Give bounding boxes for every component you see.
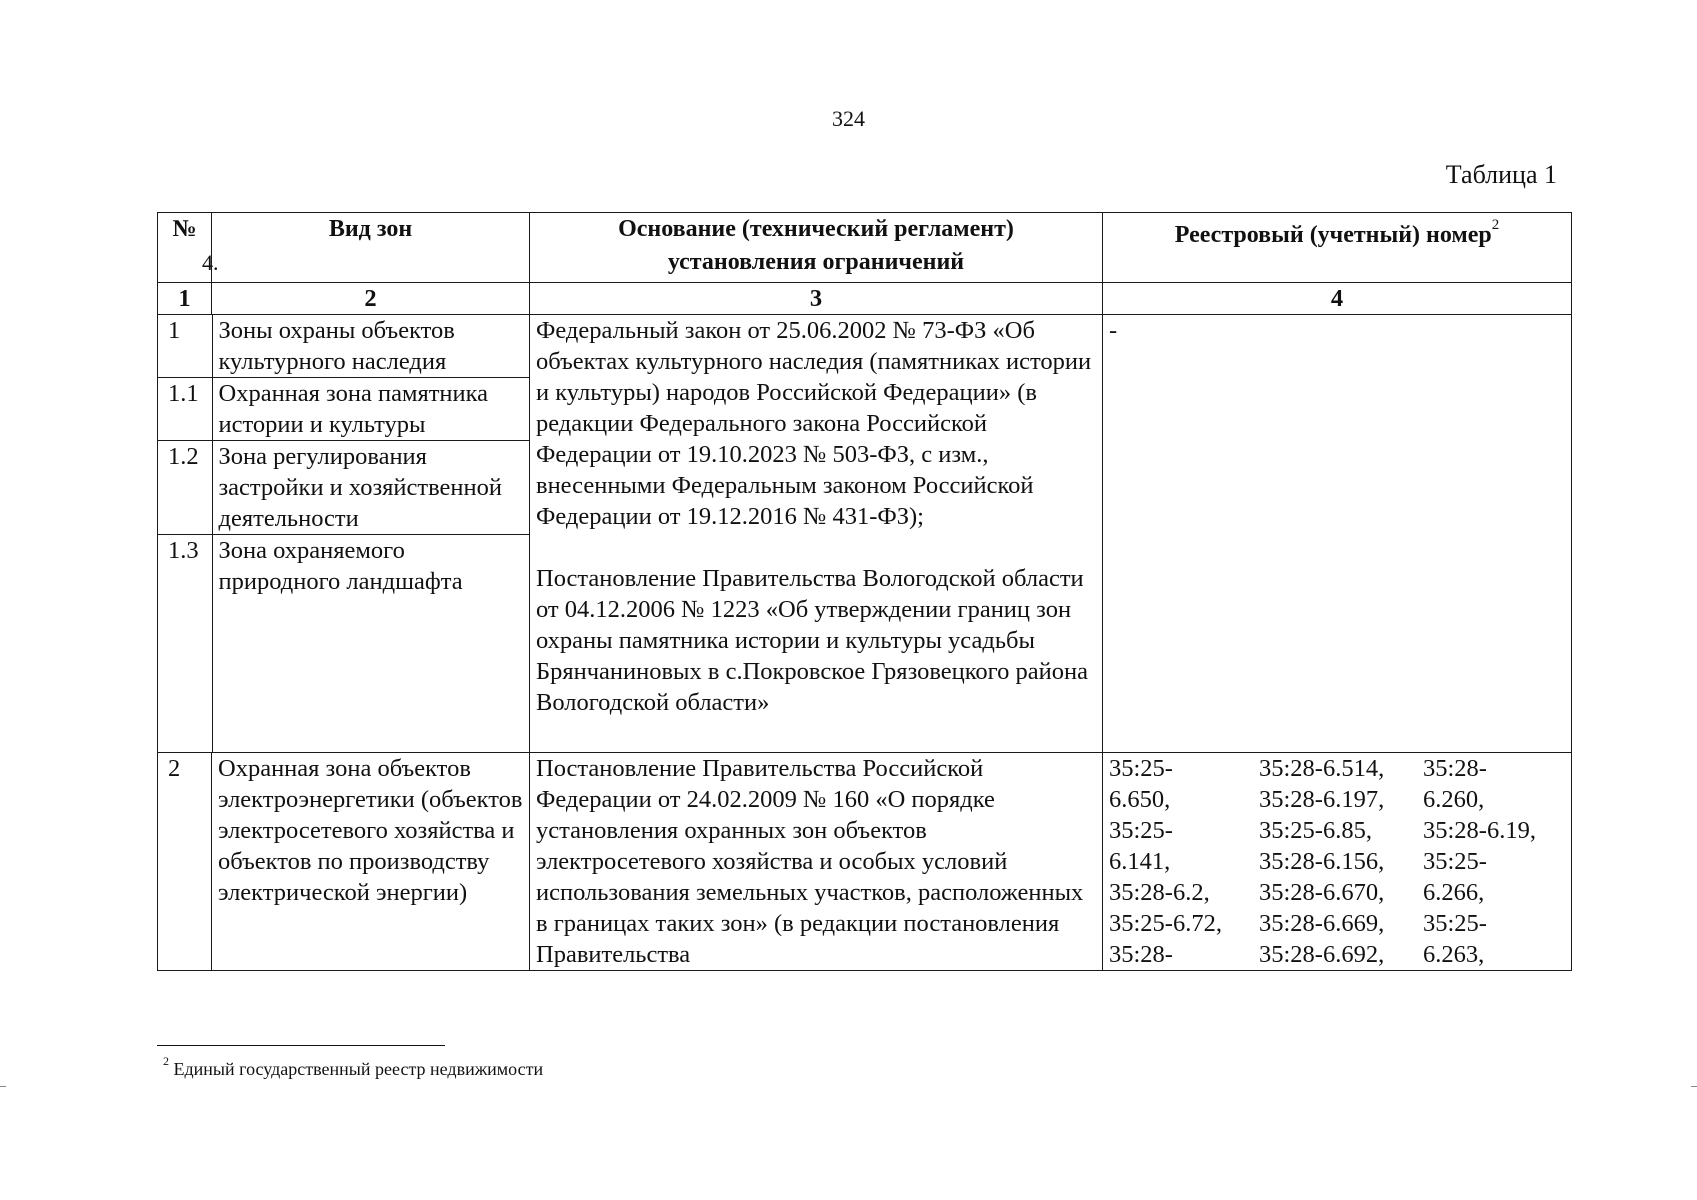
registry-number: 35:28-6.692, [1259,941,1385,968]
zone-number: 1.1 [168,380,199,407]
table-caption: Таблица 1 [1445,160,1557,189]
registry-number: 35:28-6.156, [1259,848,1385,875]
footnote [163,1054,544,1080]
registry-numbers [1109,753,1565,970]
page-number: 324 [832,106,865,131]
registry-number: 6.263, [1423,941,1485,968]
zone-row [158,441,529,535]
column-number: 1 [158,283,212,315]
header-number-label: № [172,216,197,242]
table-row-power-grid [158,753,1572,971]
registry-number: 35:28-6.670, [1259,879,1385,906]
header-registry-label: Реестровый (учетный) номер [1174,222,1492,248]
registry-number: 35:28-6.669, [1259,910,1385,937]
registry-cell [1103,753,1572,971]
zone-name: Охранная зона памятника истории и культуры [212,378,529,441]
footnote-text: Единый государственный реестр недвижимости [173,1059,544,1079]
column-number: 3 [530,283,1103,315]
basis-cell [530,315,1103,753]
table-row-cultural-heritage [158,315,1572,753]
registry-column [1259,753,1423,970]
zone-row [158,315,529,378]
registry-number: 35:25- [1423,848,1487,875]
header-basis: Основание (технический регламент) установления ограничений [530,213,1103,283]
column-number: 2 [212,283,530,315]
zone-name: Охранная зона объектов электроэнергетики (объектов электросетевого хозяйства и объектов по производству электрической энергии) [212,753,530,971]
zones-cell [158,315,530,753]
zone-number: 1.2 [168,443,199,470]
column-number: 4 [1103,283,1572,315]
registry-number: 6.260, [1423,786,1485,813]
zone-name: Зоны охраны объектов культурного наследия [212,315,529,378]
registry-number: 35:25- [1109,817,1173,844]
basis-cell: Постановление Правительства Российской Федерации от 24.02.2009 № 160 «О порядке установления охранных зон объектов электросетевого хозяйства и особых условий использования земельных участков, расположенных в границах таких зон» (в редакции постановления Правительства [530,753,1103,971]
registry-number: 6.141, [1109,848,1171,875]
footnote-ref: 2 [1491,217,1500,233]
registry-number: 35:28-6.197, [1259,786,1385,813]
header-registry-number [1103,213,1572,283]
footnote-divider [157,1045,445,1046]
zones-subtable [158,315,529,752]
registry-number: 35:28-6.2, [1109,879,1210,906]
registry-number: 35:25-6.72, [1109,910,1222,937]
zone-name: Зона регулирования застройки и хозяйственной деятельности [212,441,529,535]
registry-column [1423,753,1565,970]
zones-table [157,212,1572,971]
edge-mark-left [0,1086,6,1087]
registry-column [1109,753,1259,970]
registry-number: 35:25-6.85, [1259,817,1372,844]
table-header-row [158,213,1572,283]
zone-row [158,378,529,441]
registry-number: 35:28-6.19, [1423,817,1536,844]
row-number: 2 [158,753,212,971]
zone-name: Зона охраняемого природного ландшафта [212,535,529,753]
footnote-mark: 2 [163,1054,169,1068]
basis-paragraph: Федеральный закон от 25.06.2002 № 73-ФЗ «Об объектах культурного наследия (памятниках истории и культуры) народов Российской Федерации» (в редакции Федерального закона Российской Федерации от 19.10.2023 № 503-ФЗ, с изм., внесенными Федеральным законом Российской Федерации от 19.12.2016 № 431-ФЗ); [536,317,1092,530]
zone-row [158,535,529,753]
basis-paragraph: Постановление Правительства Вологодской области от 04.12.2006 № 1223 «Об утверждении границ зон охраны памятника истории и культуры усадьбы Брянчаниновых в с.Покровское Грязовецкого района Вологодской области» [536,565,1088,716]
zone-number: 1 [168,317,181,344]
header-zone-type: Вид зон [212,213,530,283]
registry-number: 35:28- [1109,941,1173,968]
registry-cell: - [1103,315,1572,753]
edge-mark-right [1691,1086,1697,1087]
stray-mark: 4. [202,250,219,275]
column-numbers-row [158,283,1572,315]
registry-number: 35:25- [1423,910,1487,937]
registry-number: 35:25- [1109,755,1173,782]
registry-number: 35:28-6.514, [1259,755,1385,782]
registry-number: 35:28- [1423,755,1487,782]
zone-number: 1.3 [168,537,199,564]
registry-number: 6.266, [1423,879,1485,906]
registry-number: 6.650, [1109,786,1171,813]
